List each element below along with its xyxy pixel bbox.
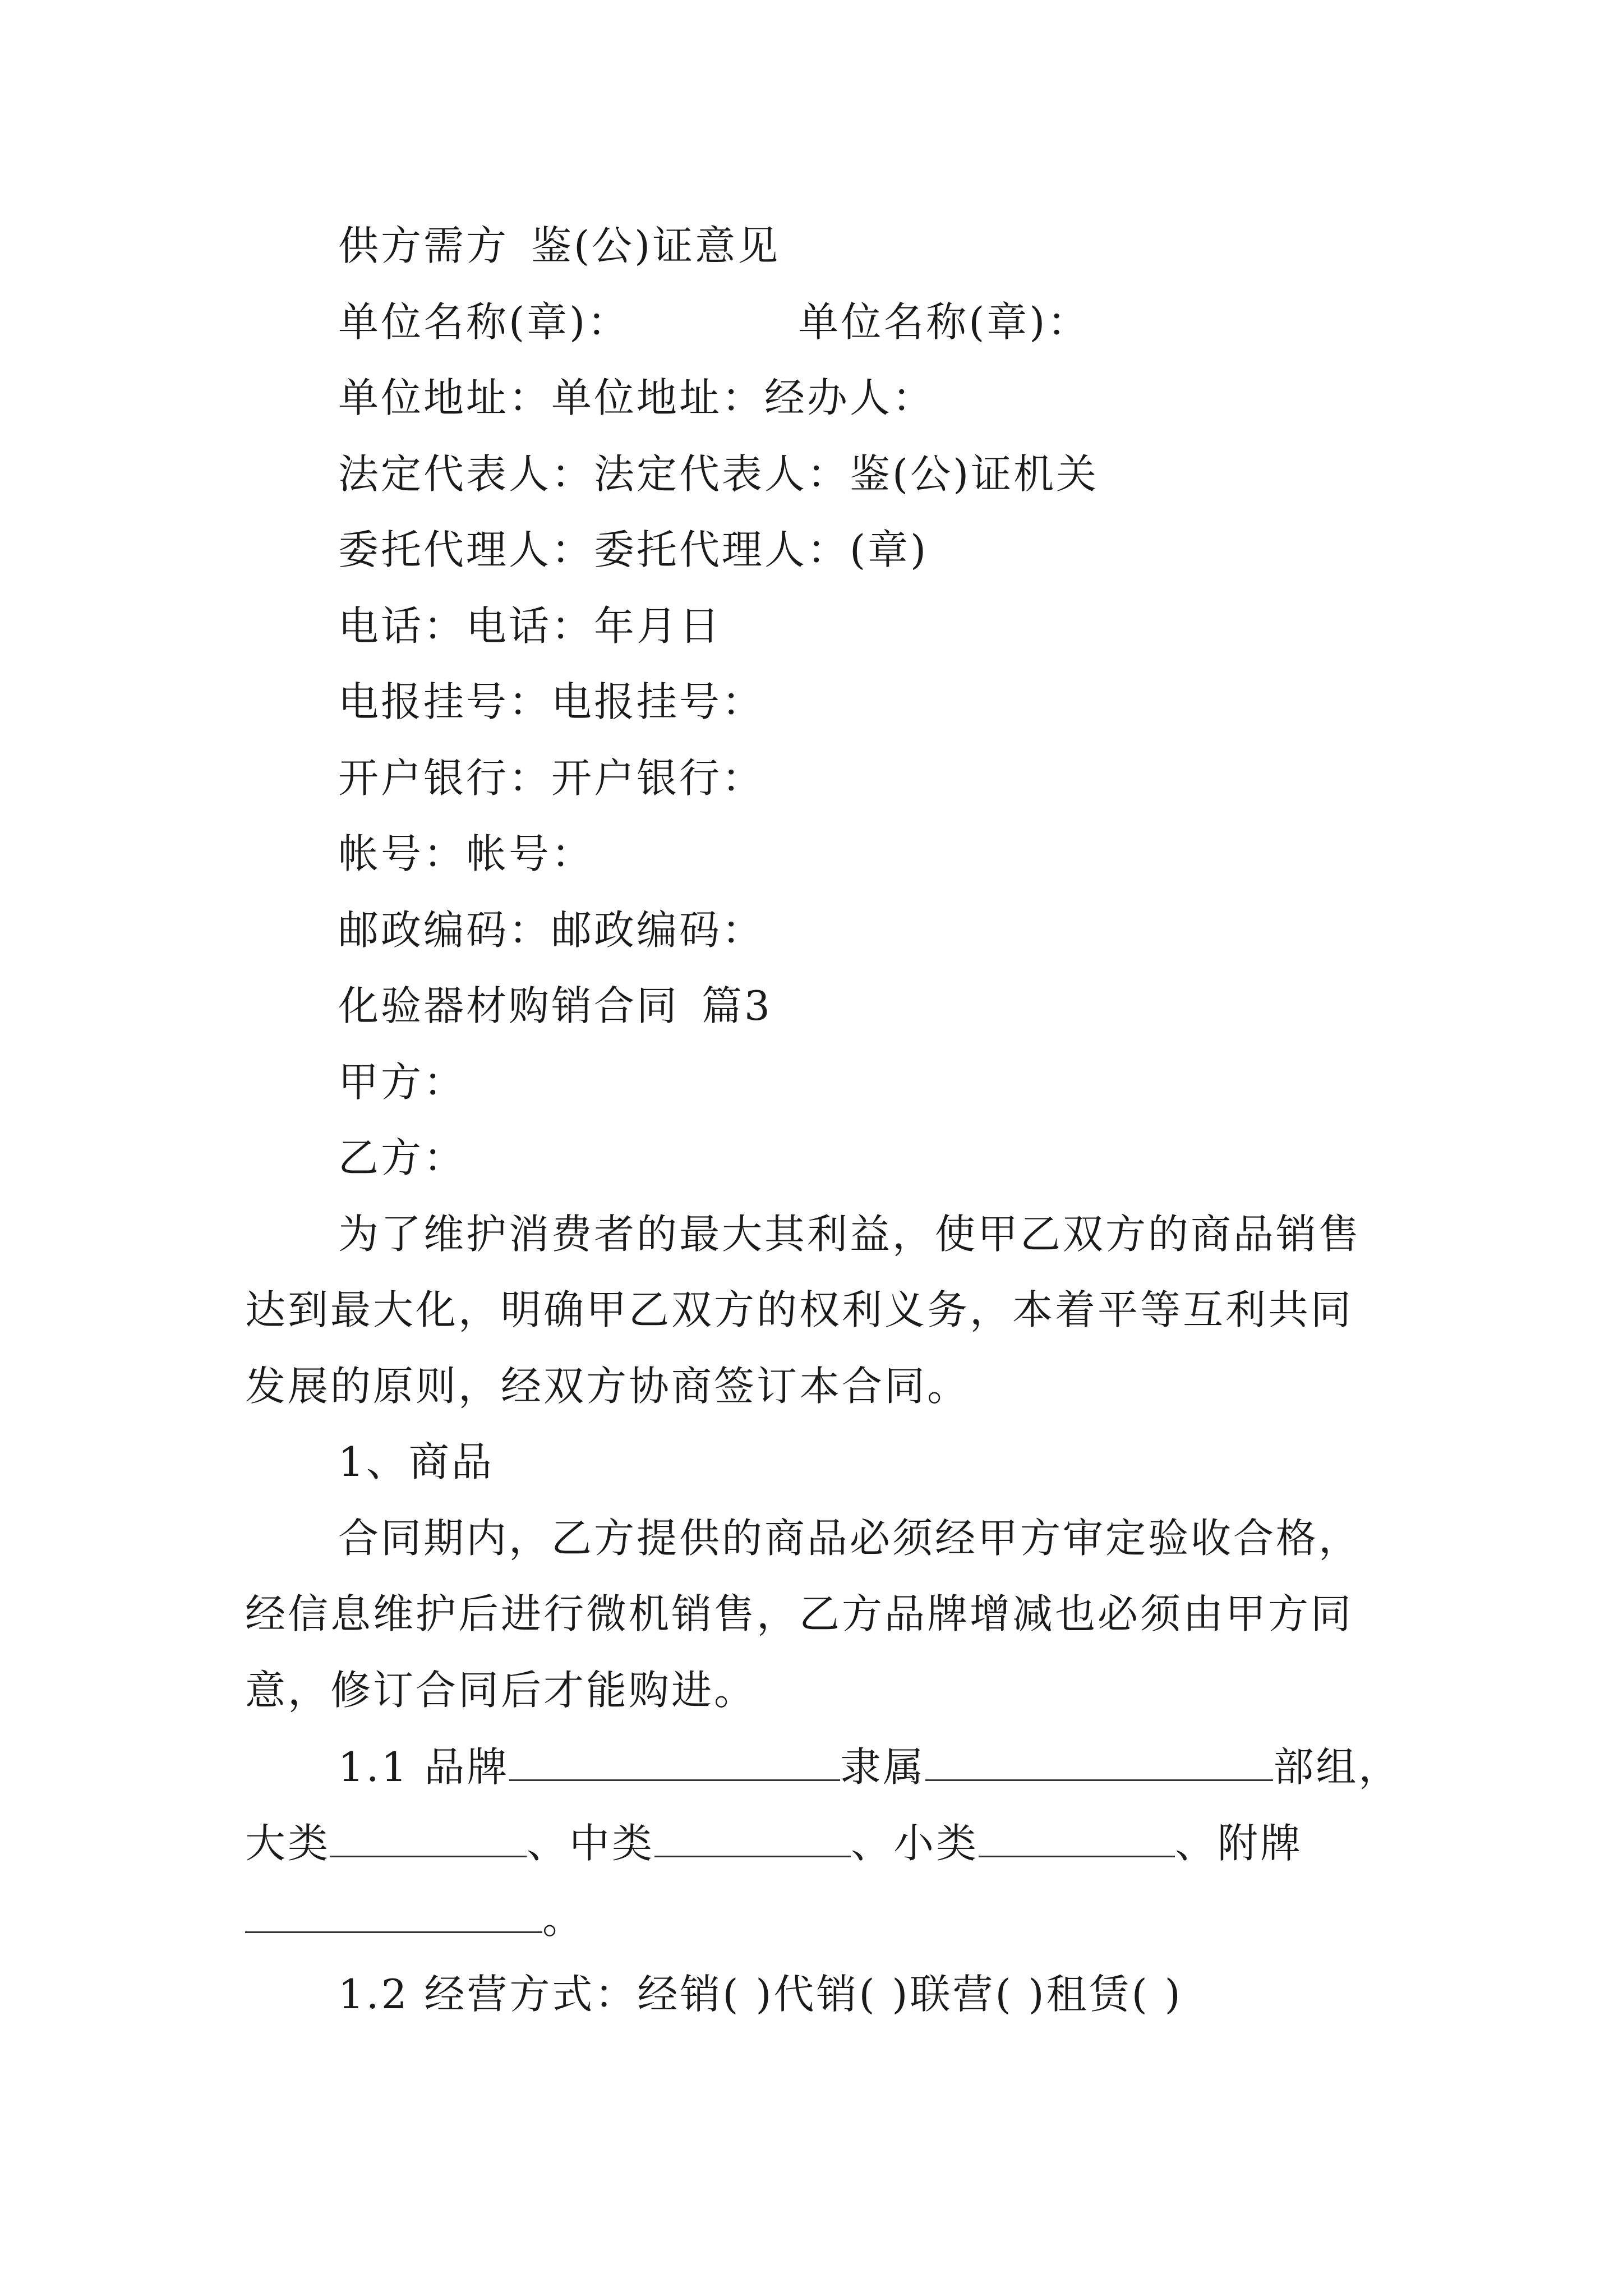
- signature-header: [338, 222, 781, 269]
- unit-name-a: 单位名称(章)：: [338, 298, 630, 346]
- item-1-2: 1.2 经营方式：经销( )代销( )联营( )租赁( ): [338, 1971, 1183, 2018]
- party-a: 甲方：: [338, 1059, 467, 1106]
- lishu-blank: [925, 1746, 1273, 1781]
- item-1-1-row-2: [245, 1820, 1303, 1867]
- account-row: 帐号：帐号：: [338, 830, 594, 877]
- section1-line-2: 经信息维护后进行微机销售，乙方品牌增减也必须由甲方同: [245, 1590, 1354, 1637]
- party-b: 乙方：: [338, 1134, 467, 1181]
- section1-line-1: 合同期内，乙方提供的商品必须经甲方审定验收合格，: [338, 1515, 1362, 1562]
- contract-title-text: 化验器材购销合同: [338, 982, 680, 1029]
- unit-address-row: 单位地址：单位地址：经办人：: [338, 374, 935, 421]
- intro-line-2: 达到最大化，明确甲乙双方的权利义务，本着平等互利共同: [245, 1286, 1354, 1333]
- intro-line-1: 为了维护消费者的最大其利益，使甲乙双方的商品销售: [338, 1211, 1362, 1258]
- xiaolei-blank: [979, 1822, 1175, 1857]
- unit-name-row: [338, 298, 1090, 346]
- sig-header-left: 供方需方: [338, 222, 509, 269]
- bank-row: 开户银行：开户银行：: [338, 754, 765, 802]
- legal-rep-row: 法定代表人：法定代表人：鉴(公)证机关: [338, 450, 1099, 498]
- dalei-blank: [330, 1822, 527, 1857]
- item-1-1-end: 。: [542, 1895, 585, 1943]
- lishu-label: 隶属: [840, 1743, 926, 1791]
- telegraph-row: 电报挂号：电报挂号：: [338, 678, 765, 725]
- xiaolei-label: 、小类: [851, 1820, 979, 1867]
- dalei-label: 大类: [245, 1820, 331, 1867]
- phone-row: 电话：电话：年月日: [338, 602, 722, 650]
- contract-title: [338, 982, 772, 1029]
- zhonglei-label: 、中类: [527, 1820, 655, 1867]
- section1-line-3: 意，修订合同后才能购进。: [245, 1667, 757, 1714]
- section1-title: 1、商品: [338, 1438, 494, 1485]
- intro-line-3: 发展的原则，经双方协商签订本合同。: [245, 1363, 970, 1410]
- buzu-label: 部组，: [1273, 1743, 1401, 1791]
- unit-name-b: 单位名称(章)：: [798, 298, 1090, 346]
- sig-header-right: 鉴(公)证意见: [531, 222, 781, 269]
- postal-row: 邮政编码：邮政编码：: [338, 907, 765, 954]
- agent-row: 委托代理人：委托代理人：(章): [338, 526, 929, 573]
- contract-part: 篇3: [702, 982, 772, 1029]
- fupai-label: 、附牌: [1175, 1820, 1303, 1867]
- zhonglei-blank: [654, 1822, 851, 1857]
- brand-blank: [509, 1746, 840, 1781]
- fupai-blank: [245, 1898, 542, 1933]
- item-1-1-row-3: [245, 1895, 585, 1943]
- item-1-1-row-1: [338, 1743, 1401, 1791]
- brand-label: 1.1 品牌: [338, 1743, 510, 1791]
